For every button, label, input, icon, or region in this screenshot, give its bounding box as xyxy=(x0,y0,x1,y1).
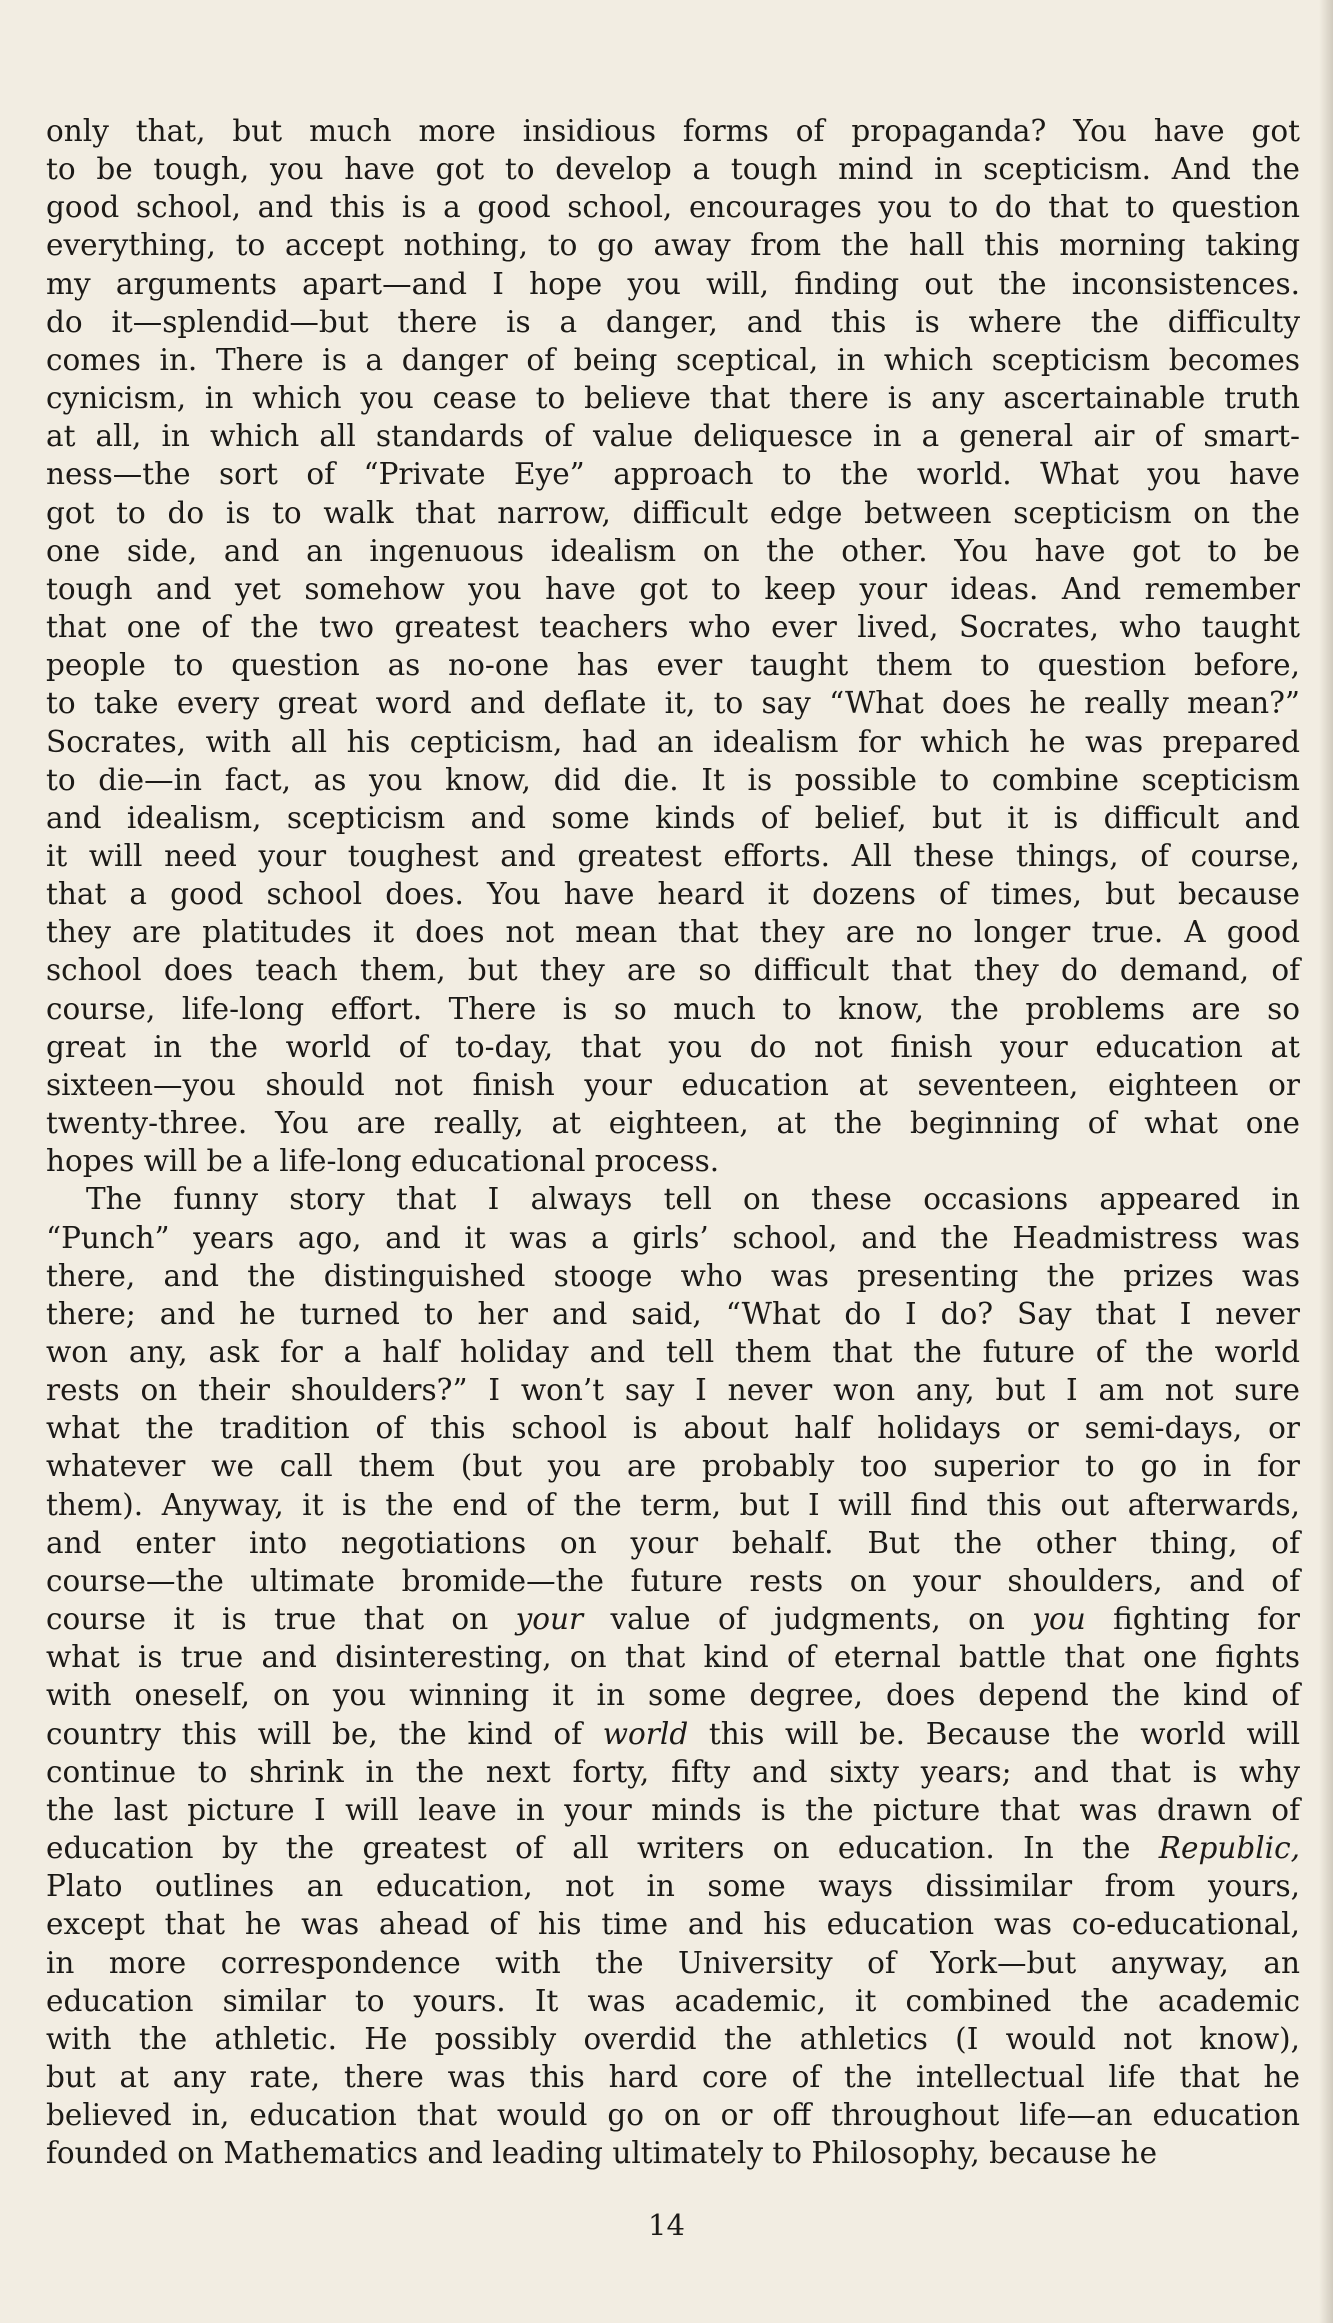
text-line: school does teach them, but they are so difficult that they do demand, of xyxy=(46,953,1300,988)
text-line: believed in, education that would go on or off throughout life—an education xyxy=(46,2098,1300,2133)
text-line: course, life-long effort. There is so much to know, the problems are so xyxy=(46,991,1300,1026)
text-line: good school, and this is a good school, encourages you to do that to question xyxy=(46,190,1300,225)
text-line: “Punch” years ago, and it was a girls’ school, and the Headmistress was xyxy=(46,1220,1300,1255)
text-line: comes in. There is a danger of being sceptical, in which scepticism becomes xyxy=(46,342,1300,377)
text-line: everything, to accept nothing, to go away from the hall this morning taking xyxy=(46,228,1300,263)
text-line: it will need your toughest and greatest efforts. All these things, of course, xyxy=(46,838,1300,873)
text-line: my arguments apart—and I hope you will, finding out the inconsistences. xyxy=(46,266,1300,301)
text-line: hopes will be a life-long educational process. xyxy=(46,1144,720,1179)
text-line: got to do is to walk that narrow, difficult edge between scepticism on the xyxy=(46,495,1300,530)
text-line: what the tradition of this school is about half holidays or semi-days, or xyxy=(46,1411,1300,1446)
text-line: to die—in fact, as you know, did die. It is possible to combine scepticism xyxy=(46,762,1300,797)
text-line: they are platitudes it does not mean that they are no longer true. A good xyxy=(46,915,1300,950)
text-line: Socrates, with all his cepticism, had an idealism for which he was prepared xyxy=(46,724,1300,759)
text-line: founded on Mathematics and leading ultimately to Philosophy, because he xyxy=(46,2136,1158,2171)
text-line: that one of the two greatest teachers who ever lived, Socrates, who taught xyxy=(46,610,1300,645)
text-line: with oneself, on you winning it in some degree, does depend the kind of xyxy=(46,1678,1300,1713)
text-line: to take every great word and deflate it, to say “What does he really mean?” xyxy=(46,686,1300,721)
text-line: Plato outlines an education, not in some ways dissimilar from yours, xyxy=(46,1869,1300,1904)
text-line: and idealism, scepticism and some kinds of belief, but it is difficult and xyxy=(46,800,1300,835)
text-line: sixteen—you should not finish your education at seventeen, eighteen or xyxy=(46,1067,1300,1102)
text-line: country this will be, the kind of world this will be. Because the world will xyxy=(46,1716,1301,1751)
text-line: course—the ultimate bromide—the future rests on your shoulders, and of xyxy=(46,1563,1300,1598)
text-line: rests on their shoulders?” I won’t say I never won any, but I am not sure xyxy=(46,1373,1300,1408)
text-line: whatever we call them (but you are probably too superior to go in for xyxy=(46,1449,1300,1484)
text-line: do it—splendid—but there is a danger, and this is where the difficulty xyxy=(46,304,1300,339)
text-line: and enter into negotiations on your behalf. But the other thing, of xyxy=(46,1525,1300,1560)
paragraph xyxy=(46,112,1300,1180)
text-line: them). Anyway, it is the end of the term, but I will find this out afterwards, xyxy=(46,1487,1300,1522)
text-line: that a good school does. You have heard it dozens of times, but because xyxy=(46,877,1300,912)
text-line: in more correspondence with the University of York—but anyway, an xyxy=(46,1945,1300,1980)
text-line: continue to shrink in the next forty, fifty and sixty years; and that is why xyxy=(46,1754,1300,1789)
text-line: at all, in which all standards of value deliquesce in a general air of smart- xyxy=(46,419,1300,454)
text-line: great in the world of to-day, that you do not finish your education at xyxy=(46,1029,1300,1064)
text-line: with the athletic. He possibly overdid the athletics (I would not know), xyxy=(46,2021,1300,2056)
text-line: course it is true that on your value of judgments, on you fighting for xyxy=(46,1602,1300,1637)
text-line: one side, and an ingenuous idealism on the other. You have got to be xyxy=(46,533,1300,568)
paragraph xyxy=(46,1180,1300,2172)
text-line: The funny story that I always tell on these occasions appeared in xyxy=(86,1182,1300,1217)
text-line: education similar to yours. It was academic, it combined the academic xyxy=(46,1983,1300,2018)
text-line: the last picture I will leave in your minds is the picture that was drawn of xyxy=(46,1792,1300,1827)
text-line: except that he was ahead of his time and his education was co-educational, xyxy=(46,1907,1300,1942)
text-line: people to question as no-one has ever taught them to question before, xyxy=(46,648,1300,683)
text-line: won any, ask for a half holiday and tell them that the future of the world xyxy=(46,1335,1300,1369)
text-line: to be tough, you have got to develop a tough mind in scepticism. And the xyxy=(46,152,1300,187)
text-line: there, and the distinguished stooge who was presenting the prizes was xyxy=(46,1258,1300,1293)
text-line: but at any rate, there was this hard core of the intellectual life that he xyxy=(46,2059,1300,2094)
text-line: what is true and disinteresting, on that kind of eternal battle that one fights xyxy=(46,1640,1300,1675)
text-line: ness—the sort of “Private Eye” approach to the world. What you have xyxy=(46,457,1300,492)
text-line: only that, but much more insidious forms of propaganda? You have got xyxy=(46,114,1300,148)
text-line: tough and yet somehow you have got to keep your ideas. And remember xyxy=(46,571,1300,606)
text-line: education by the greatest of all writers on education. In the Republic, xyxy=(46,1831,1300,1866)
body-text xyxy=(46,112,1300,2172)
text-line: there; and he turned to her and said, “What do I do? Say that I never xyxy=(46,1296,1300,1331)
page-number: 14 xyxy=(648,2208,685,2242)
text-line: twenty-three. You are really, at eighteen, at the beginning of what one xyxy=(46,1106,1300,1141)
text-line: cynicism, in which you cease to believe that there is any ascertainable truth xyxy=(46,381,1300,416)
